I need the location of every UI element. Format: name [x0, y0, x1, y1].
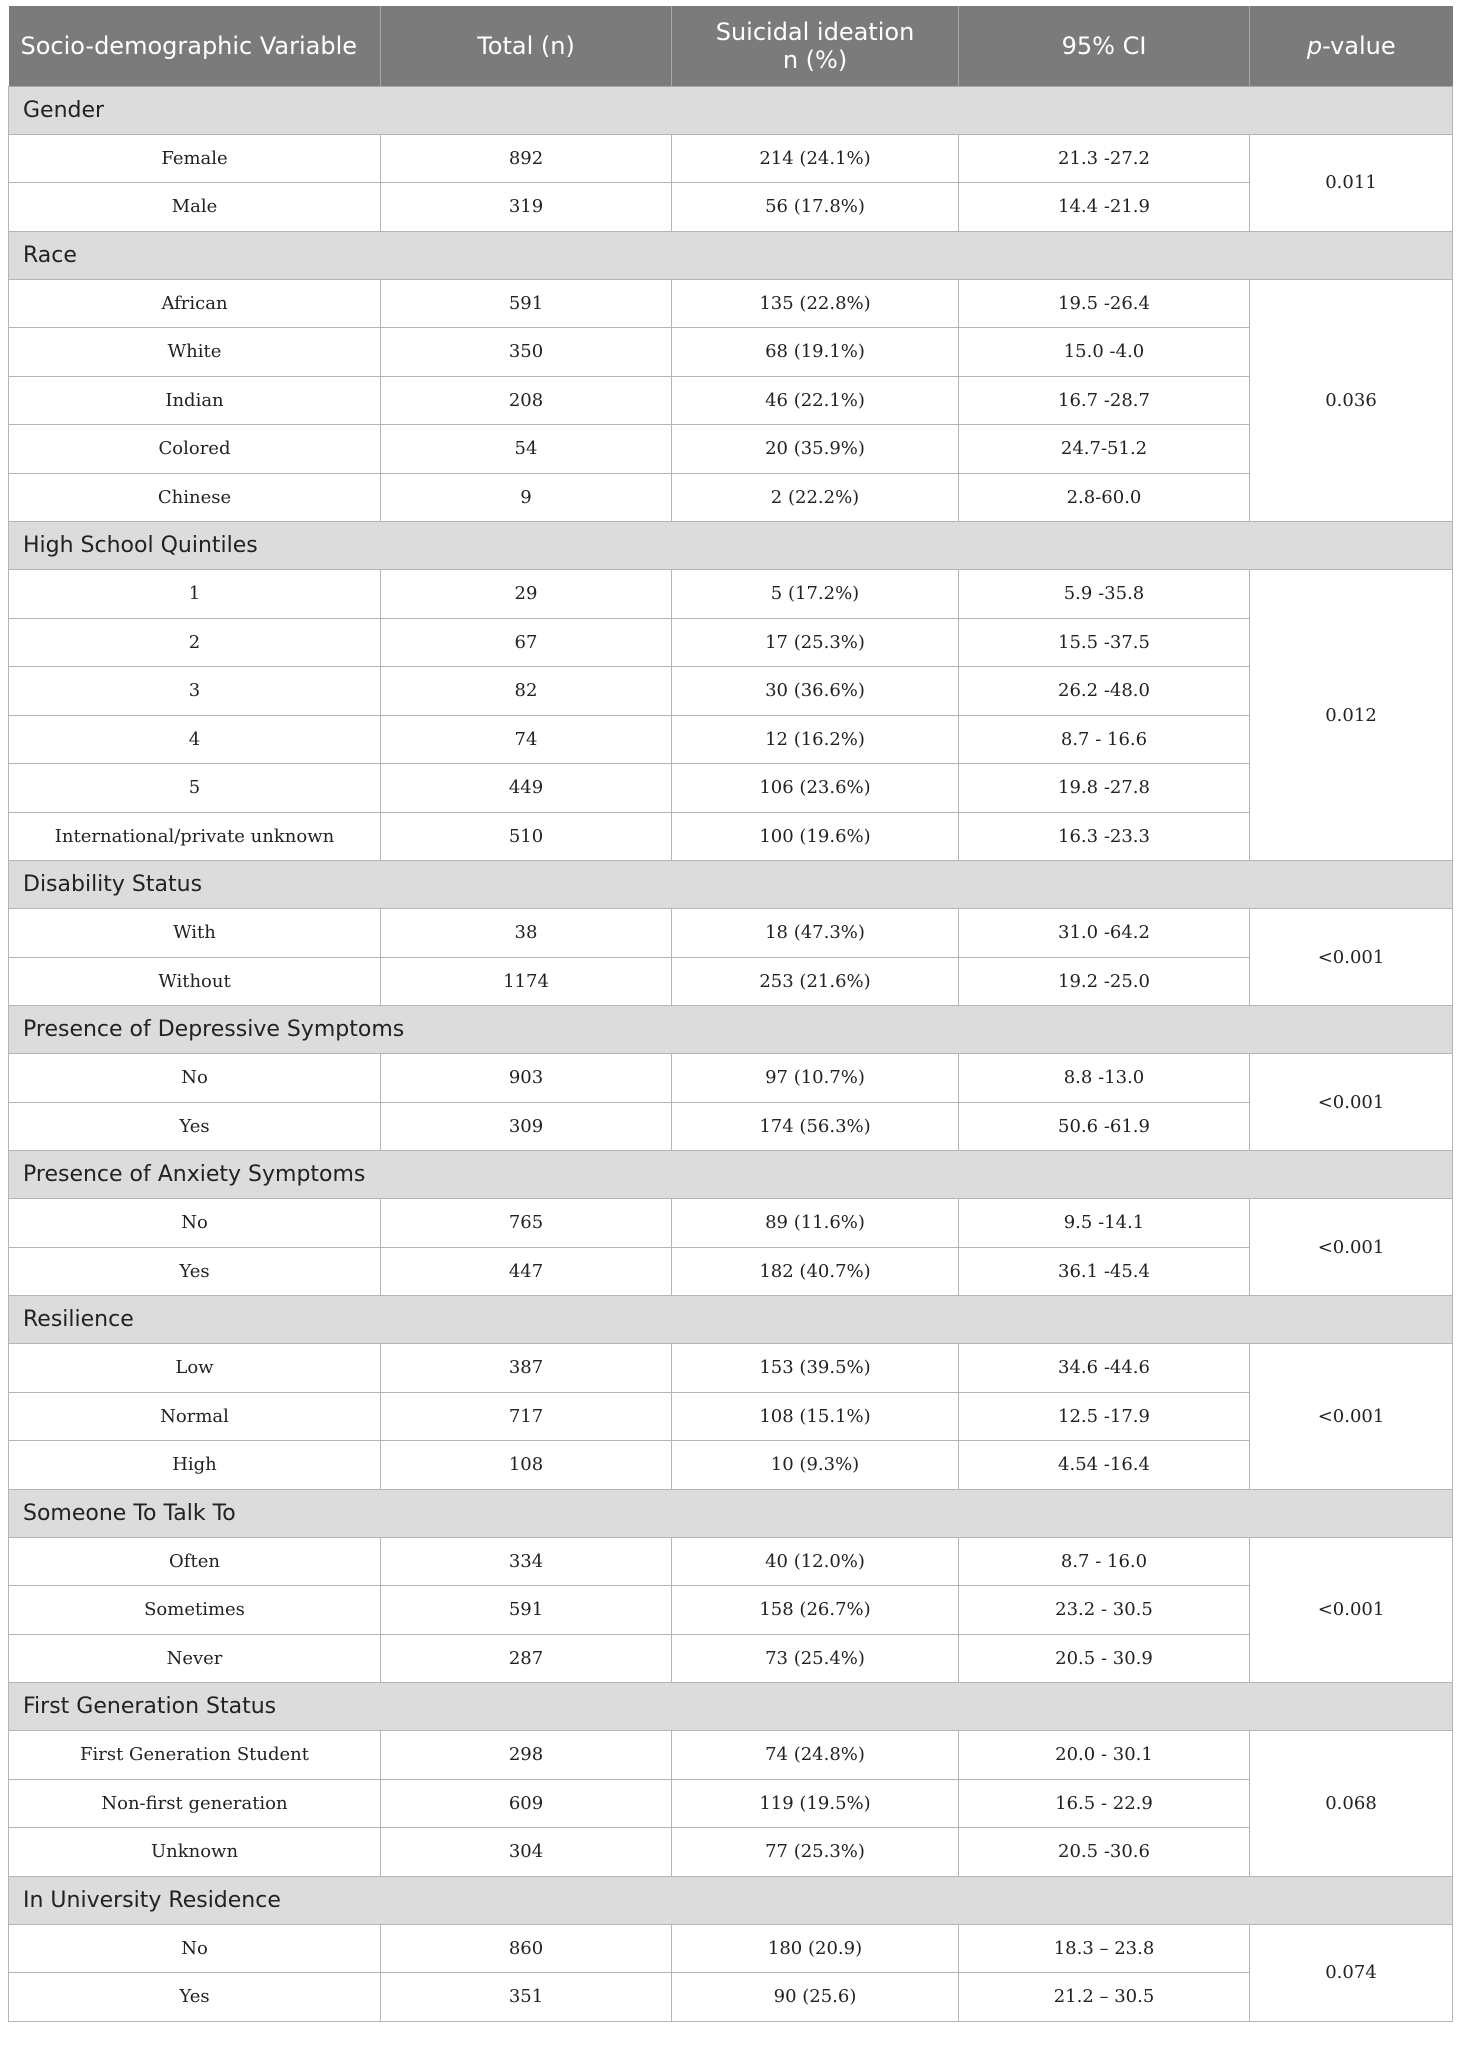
row-total: 309: [381, 1102, 672, 1151]
row-total: 1174: [381, 957, 672, 1006]
row-total: 319: [381, 183, 672, 232]
section-title: Disability Status: [9, 861, 1453, 909]
row-label: Unknown: [9, 1828, 381, 1877]
row-label: 2: [9, 618, 381, 667]
section-title: In University Residence: [9, 1876, 1453, 1924]
table-row: [9, 1634, 1453, 1683]
section-title: Presence of Depressive Symptoms: [9, 1006, 1453, 1054]
row-ci: 20.0 - 30.1: [959, 1731, 1250, 1780]
row-ci: 14.4 -21.9: [959, 183, 1250, 232]
row-ci: 36.1 -45.4: [959, 1247, 1250, 1296]
table-row: [9, 715, 1453, 764]
row-p-value: <0.001: [1250, 909, 1453, 1006]
row-suicidal-ideation: 40 (12.0%): [672, 1537, 959, 1586]
row-suicidal-ideation: 2 (22.2%): [672, 473, 959, 522]
row-ci: 34.6 -44.6: [959, 1344, 1250, 1393]
table-row: [9, 279, 1453, 328]
row-ci: 20.5 -30.6: [959, 1828, 1250, 1877]
row-ci: 20.5 - 30.9: [959, 1634, 1250, 1683]
section-title: Gender: [9, 86, 1453, 134]
row-p-value: <0.001: [1250, 1344, 1453, 1490]
table-row: [9, 1199, 1453, 1248]
row-ci: 8.7 - 16.0: [959, 1537, 1250, 1586]
row-ci: 16.3 -23.3: [959, 812, 1250, 861]
row-label: Chinese: [9, 473, 381, 522]
section-header-row: [9, 1683, 1453, 1731]
row-suicidal-ideation: 158 (26.7%): [672, 1586, 959, 1635]
row-suicidal-ideation: 30 (36.6%): [672, 667, 959, 716]
table-row: [9, 909, 1453, 958]
row-total: 287: [381, 1634, 672, 1683]
row-suicidal-ideation: 74 (24.8%): [672, 1731, 959, 1780]
row-ci: 19.2 -25.0: [959, 957, 1250, 1006]
row-label: Male: [9, 183, 381, 232]
row-total: 447: [381, 1247, 672, 1296]
row-ci: 15.5 -37.5: [959, 618, 1250, 667]
row-suicidal-ideation: 17 (25.3%): [672, 618, 959, 667]
header-suicidal-ideation-line2: n (%): [782, 45, 848, 74]
row-suicidal-ideation: 77 (25.3%): [672, 1828, 959, 1877]
row-suicidal-ideation: 214 (24.1%): [672, 134, 959, 183]
section-title: High School Quintiles: [9, 522, 1453, 570]
row-ci: 16.7 -28.7: [959, 376, 1250, 425]
data-table: [8, 6, 1453, 2022]
row-label: International/private unknown: [9, 812, 381, 861]
table-row: [9, 764, 1453, 813]
row-suicidal-ideation: 106 (23.6%): [672, 764, 959, 813]
row-suicidal-ideation: 100 (19.6%): [672, 812, 959, 861]
row-suicidal-ideation: 182 (40.7%): [672, 1247, 959, 1296]
table-row: [9, 1392, 1453, 1441]
row-label: 4: [9, 715, 381, 764]
section-header-row: [9, 1006, 1453, 1054]
row-total: 208: [381, 376, 672, 425]
table-row: [9, 1537, 1453, 1586]
section-header-row: [9, 861, 1453, 909]
row-suicidal-ideation: 73 (25.4%): [672, 1634, 959, 1683]
row-ci: 26.2 -48.0: [959, 667, 1250, 716]
section-header-row: [9, 86, 1453, 134]
row-ci: 12.5 -17.9: [959, 1392, 1250, 1441]
row-ci: 4.54 -16.4: [959, 1441, 1250, 1490]
header-suicidal-ideation: [672, 6, 959, 86]
header-p-value: [1250, 6, 1453, 86]
row-total: 9: [381, 473, 672, 522]
table-container: [8, 6, 1452, 2022]
row-ci: 21.2 – 30.5: [959, 1973, 1250, 2022]
row-ci: 16.5 - 22.9: [959, 1779, 1250, 1828]
section-title: Presence of Anxiety Symptoms: [9, 1151, 1453, 1199]
row-total: 387: [381, 1344, 672, 1393]
table-row: [9, 1924, 1453, 1973]
row-label: High: [9, 1441, 381, 1490]
table-row: [9, 473, 1453, 522]
row-label: First Generation Student: [9, 1731, 381, 1780]
row-label: Female: [9, 134, 381, 183]
row-p-value: 0.068: [1250, 1731, 1453, 1877]
table-row: [9, 618, 1453, 667]
header-total: Total (n): [381, 6, 672, 86]
row-suicidal-ideation: 12 (16.2%): [672, 715, 959, 764]
row-total: 717: [381, 1392, 672, 1441]
row-ci: 18.3 – 23.8: [959, 1924, 1250, 1973]
row-p-value: 0.074: [1250, 1924, 1453, 2021]
table-row: [9, 1586, 1453, 1635]
header-suicidal-ideation-line1: Suicidal ideation: [715, 17, 915, 46]
row-label: 3: [9, 667, 381, 716]
row-ci: 19.8 -27.8: [959, 764, 1250, 813]
row-ci: 8.7 - 16.6: [959, 715, 1250, 764]
table-row: [9, 957, 1453, 1006]
row-suicidal-ideation: 97 (10.7%): [672, 1054, 959, 1103]
table-row: [9, 1973, 1453, 2022]
header-variable: Socio-demographic Variable: [9, 6, 381, 86]
row-suicidal-ideation: 68 (19.1%): [672, 328, 959, 377]
row-label: Low: [9, 1344, 381, 1393]
header-p-rest: -value: [1322, 31, 1396, 60]
section-header-row: [9, 1876, 1453, 1924]
row-total: 29: [381, 570, 672, 619]
row-label: Sometimes: [9, 1586, 381, 1635]
table-header: [9, 6, 1453, 86]
table-row: [9, 812, 1453, 861]
row-total: 38: [381, 909, 672, 958]
row-p-value: <0.001: [1250, 1537, 1453, 1683]
row-suicidal-ideation: 5 (17.2%): [672, 570, 959, 619]
row-total: 860: [381, 1924, 672, 1973]
row-suicidal-ideation: 56 (17.8%): [672, 183, 959, 232]
row-label: Without: [9, 957, 381, 1006]
table-row: [9, 376, 1453, 425]
row-total: 510: [381, 812, 672, 861]
section-header-row: [9, 231, 1453, 279]
row-p-value: <0.001: [1250, 1054, 1453, 1151]
table-row: [9, 1054, 1453, 1103]
row-label: Non-first generation: [9, 1779, 381, 1828]
row-total: 903: [381, 1054, 672, 1103]
row-suicidal-ideation: 174 (56.3%): [672, 1102, 959, 1151]
row-ci: 19.5 -26.4: [959, 279, 1250, 328]
table-row: [9, 1731, 1453, 1780]
row-label: Yes: [9, 1973, 381, 2022]
table-row: [9, 1441, 1453, 1490]
row-suicidal-ideation: 18 (47.3%): [672, 909, 959, 958]
table-row: [9, 1828, 1453, 1877]
row-label: No: [9, 1199, 381, 1248]
row-total: 74: [381, 715, 672, 764]
row-suicidal-ideation: 90 (25.6): [672, 1973, 959, 2022]
row-suicidal-ideation: 119 (19.5%): [672, 1779, 959, 1828]
row-total: 350: [381, 328, 672, 377]
row-label: 1: [9, 570, 381, 619]
row-label: Colored: [9, 425, 381, 474]
row-ci: 8.8 -13.0: [959, 1054, 1250, 1103]
table-row: [9, 183, 1453, 232]
row-label: Yes: [9, 1247, 381, 1296]
row-total: 54: [381, 425, 672, 474]
row-suicidal-ideation: 153 (39.5%): [672, 1344, 959, 1393]
row-ci: 15.0 -4.0: [959, 328, 1250, 377]
row-label: African: [9, 279, 381, 328]
header-ci: 95% CI: [959, 6, 1250, 86]
row-label: No: [9, 1054, 381, 1103]
row-total: 351: [381, 1973, 672, 2022]
section-title: Resilience: [9, 1296, 1453, 1344]
row-suicidal-ideation: 89 (11.6%): [672, 1199, 959, 1248]
row-ci: 50.6 -61.9: [959, 1102, 1250, 1151]
row-suicidal-ideation: 10 (9.3%): [672, 1441, 959, 1490]
row-p-value: 0.012: [1250, 570, 1453, 861]
row-suicidal-ideation: 108 (15.1%): [672, 1392, 959, 1441]
row-label: Normal: [9, 1392, 381, 1441]
row-total: 892: [381, 134, 672, 183]
section-title: Race: [9, 231, 1453, 279]
table-row: [9, 425, 1453, 474]
table-row: [9, 1102, 1453, 1151]
section-title: First Generation Status: [9, 1683, 1453, 1731]
row-total: 298: [381, 1731, 672, 1780]
row-label: With: [9, 909, 381, 958]
row-ci: 31.0 -64.2: [959, 909, 1250, 958]
row-p-value: <0.001: [1250, 1199, 1453, 1296]
row-total: 591: [381, 1586, 672, 1635]
row-p-value: 0.036: [1250, 279, 1453, 522]
table-row: [9, 570, 1453, 619]
row-label: 5: [9, 764, 381, 813]
row-suicidal-ideation: 135 (22.8%): [672, 279, 959, 328]
table-row: [9, 1779, 1453, 1828]
section-header-row: [9, 1489, 1453, 1537]
row-label: Indian: [9, 376, 381, 425]
row-p-value: 0.011: [1250, 134, 1453, 231]
row-total: 591: [381, 279, 672, 328]
row-ci: 9.5 -14.1: [959, 1199, 1250, 1248]
section-header-row: [9, 1296, 1453, 1344]
table-row: [9, 667, 1453, 716]
row-suicidal-ideation: 46 (22.1%): [672, 376, 959, 425]
table-row: [9, 134, 1453, 183]
row-label: No: [9, 1924, 381, 1973]
row-total: 82: [381, 667, 672, 716]
section-title: Someone To Talk To: [9, 1489, 1453, 1537]
table-row: [9, 328, 1453, 377]
row-ci: 21.3 -27.2: [959, 134, 1250, 183]
row-label: White: [9, 328, 381, 377]
row-total: 449: [381, 764, 672, 813]
table-row: [9, 1344, 1453, 1393]
row-suicidal-ideation: 20 (35.9%): [672, 425, 959, 474]
table-row: [9, 1247, 1453, 1296]
row-suicidal-ideation: 253 (21.6%): [672, 957, 959, 1006]
row-total: 67: [381, 618, 672, 667]
row-total: 334: [381, 1537, 672, 1586]
section-header-row: [9, 1151, 1453, 1199]
row-ci: 2.8-60.0: [959, 473, 1250, 522]
row-ci: 23.2 - 30.5: [959, 1586, 1250, 1635]
row-suicidal-ideation: 180 (20.9): [672, 1924, 959, 1973]
row-label: Often: [9, 1537, 381, 1586]
row-label: Never: [9, 1634, 381, 1683]
row-ci: 24.7-51.2: [959, 425, 1250, 474]
header-p-italic: p: [1306, 31, 1323, 60]
section-header-row: [9, 522, 1453, 570]
table-body: [9, 86, 1453, 2021]
row-ci: 5.9 -35.8: [959, 570, 1250, 619]
row-label: Yes: [9, 1102, 381, 1151]
row-total: 765: [381, 1199, 672, 1248]
row-total: 304: [381, 1828, 672, 1877]
row-total: 108: [381, 1441, 672, 1490]
row-total: 609: [381, 1779, 672, 1828]
